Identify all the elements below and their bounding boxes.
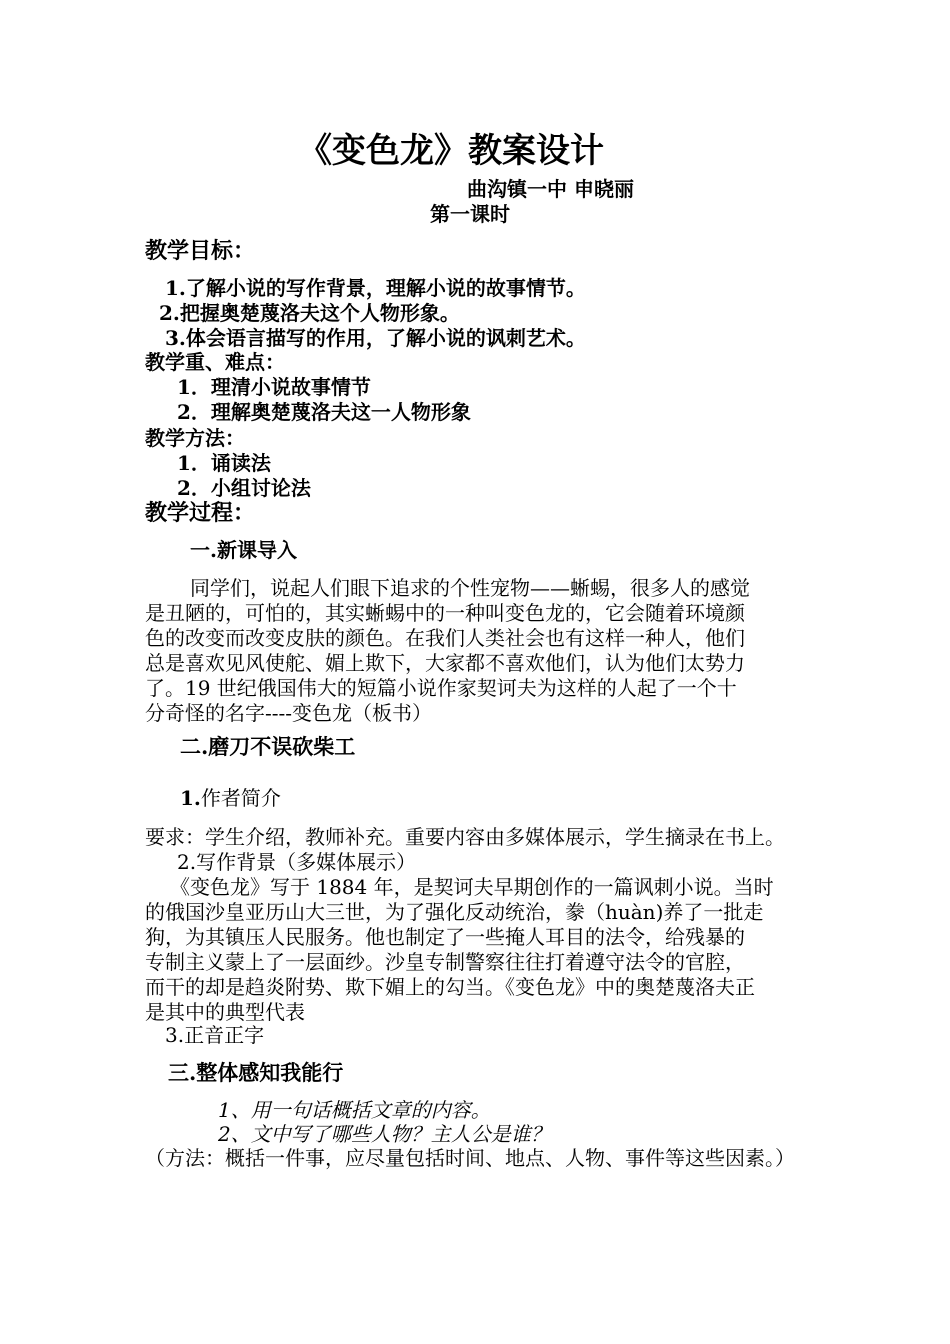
goal-item-3: 3.体会语言描写的作用，了解小说的讽刺艺术。 [165, 326, 586, 350]
goal-item-1: 1.了解小说的写作背景，理解小说的故事情节。 [165, 276, 586, 300]
background-line-1: 《变色龙》写于 1884 年，是契诃夫早期创作的一篇讽刺小说。当时 [170, 875, 774, 899]
intro-line-6: 分奇怪的名字----变色龙（板书） [145, 701, 433, 725]
intro-line-3: 色的改变而改变皮肤的颜色。在我们人类社会也有这样一种人，他们 [145, 626, 745, 650]
author-intro-text: 作者简介 [200, 786, 281, 810]
method-note: （方法：概括一件事，应尽量包括时间、地点、人物、事件等这些因素。） [145, 1146, 795, 1170]
intro-line-1: 同学们，说起人们眼下追求的个性宠物——蜥蜴，很多人的感觉 [190, 576, 750, 600]
goal-item-2: 2.把握奥楚蔑洛夫这个人物形象。 [159, 301, 460, 325]
goals-heading: 教学目标： [145, 238, 256, 264]
author-line: 曲沟镇一中 申晓丽 [467, 177, 634, 201]
background-item: 2.写作背景（多媒体展示） [177, 850, 417, 874]
question-1: 1、用一句话概括文章的内容。 [218, 1098, 491, 1122]
intro-line-5: 了。19 世纪俄国伟大的短篇小说作家契诃夫为这样的人起了一个十 [145, 676, 737, 700]
intro-line-4: 总是喜欢见风使舵、媚上欺下，大家都不喜欢他们，认为他们太势力 [145, 651, 745, 675]
methods-heading: 教学方法： [145, 426, 245, 450]
background-line-2: 的俄国沙皇亚历山大三世，为了强化反动统治，豢（huàn)养了一批走 [145, 900, 764, 924]
question-2: 2、文中写了哪些人物？主人公是谁？ [218, 1122, 551, 1146]
key-point-item-2: 2．理解奥楚蔑洛夫这一人物形象 [177, 400, 471, 424]
author-intro-item [180, 788, 281, 808]
section3-heading: 三.整体感知我能行 [168, 1060, 344, 1085]
intro-line-2: 是丑陋的，可怕的，其实蜥蜴中的一种叫变色龙的，它会随着环境颜 [145, 601, 745, 625]
section1-heading: 一.新课导入 [190, 538, 297, 562]
method-item-2: 2．小组讨论法 [177, 476, 311, 500]
background-line-4: 专制主义蒙上了一层面纱。沙皇专制警察往往打着遵守法令的官腔， [145, 950, 745, 974]
background-line-5: 而干的却是趋炎附势、欺下媚上的勾当。《变色龙》中的奥楚蔑洛夫正 [145, 975, 755, 999]
document-title: 《变色龙》教案设计 [298, 131, 604, 171]
requirement-line: 要求：学生介绍，教师补充。重要内容由多媒体展示，学生摘录在书上。 [145, 825, 785, 849]
key-point-item-1: 1．理清小说故事情节 [177, 375, 371, 399]
background-line-6: 是其中的典型代表 [145, 1000, 305, 1024]
section2-heading: 二.磨刀不误砍柴工 [180, 734, 356, 759]
author-intro-number: 1. [180, 786, 201, 810]
key-points-heading: 教学重、难点： [145, 350, 285, 374]
process-heading: 教学过程： [145, 500, 256, 526]
background-line-3: 狗，为其镇压人民服务。他也制定了一些掩人耳目的法令，给残暴的 [145, 925, 745, 949]
method-item-1: 1．诵读法 [177, 451, 271, 475]
lesson-number: 第一课时 [430, 202, 510, 226]
pronunciation-item: 3.正音正字 [165, 1023, 265, 1047]
